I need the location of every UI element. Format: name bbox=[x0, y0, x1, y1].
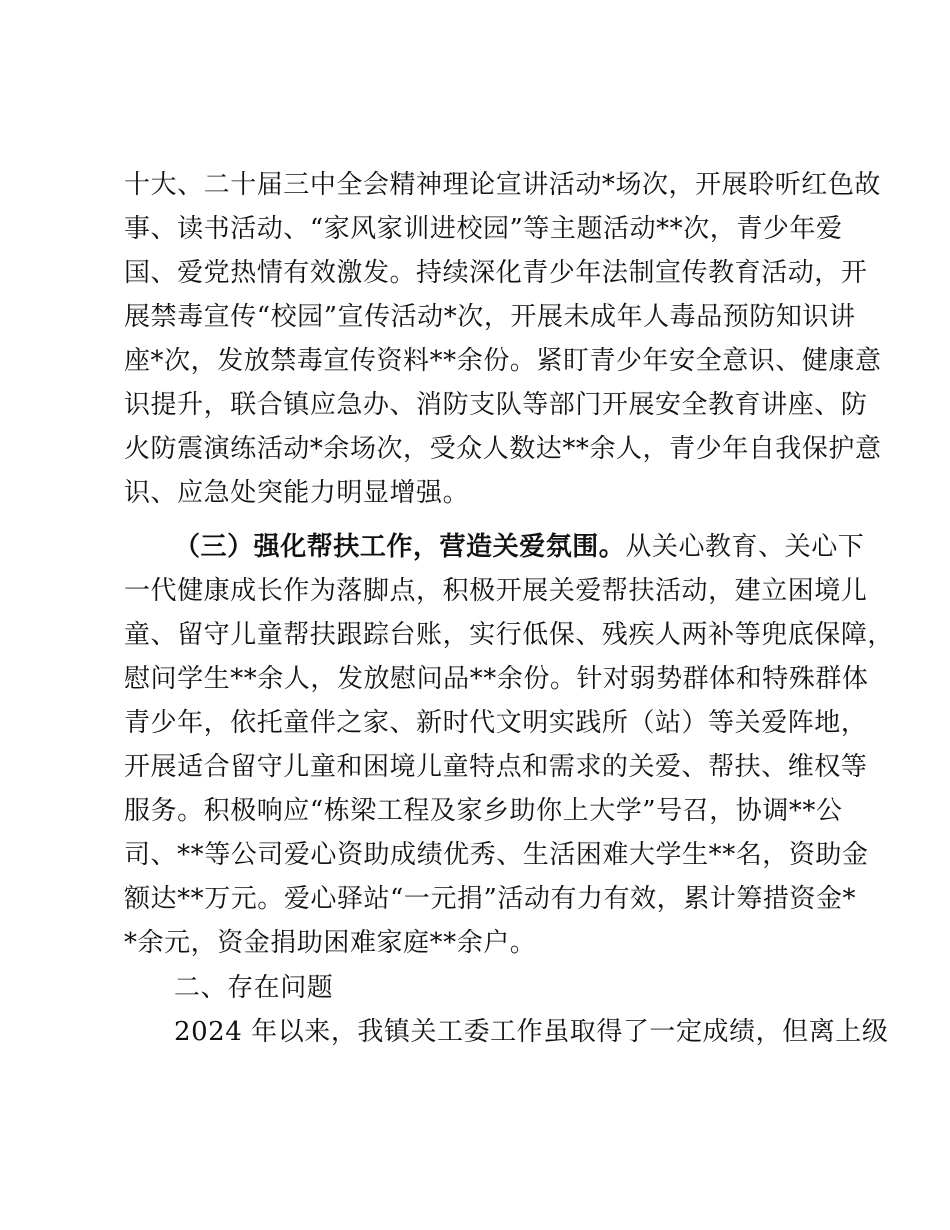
paragraph-line: 座*次，发放禁毒宣传资料**余份。紧盯青少年安全意识、健康意 bbox=[124, 346, 882, 376]
paragraph-line: 童、留守儿童帮扶跟踪台账，实行低保、残疾人两补等兜底保障， bbox=[124, 620, 894, 650]
paragraph-line: 十大、二十届三中全会精神理论宣讲活动*场次，开展聆听红色故 bbox=[124, 170, 881, 200]
paragraph-line: 识、应急处突能力明显增强。 bbox=[124, 478, 470, 508]
paragraph-line: 慰问学生**余人，发放慰问品**余份。针对弱势群体和特殊群体 bbox=[124, 664, 869, 694]
paragraph-line: 展禁毒宣传“校园”宣传活动*次，开展未成年人毒品预防知识讲 bbox=[124, 302, 856, 332]
section-three-first-line-text: 从关心教育、关心下 bbox=[625, 532, 865, 562]
paragraph-line: 青少年，依托童伴之家、新时代文明实践所（站）等关爱阵地， bbox=[124, 708, 868, 738]
paragraph-line: 识提升，联合镇应急办、消防支队等部门开展安全教育讲座、防 bbox=[124, 390, 868, 420]
section-three-heading: （三）强化帮扶工作，营造关爱氛围。 bbox=[174, 532, 626, 562]
section-two-heading: 二、存在问题 bbox=[174, 973, 334, 1003]
paragraph-line: 服务。积极响应“栋梁工程及家乡助你上大学”号召，协调**公 bbox=[124, 796, 843, 826]
paragraph-line: 额达**万元。爱心驿站“一元捐”活动有力有效，累计筹措资金* bbox=[124, 884, 857, 914]
paragraph-line: 事、读书活动、“家风家训进校园”等主题活动**次，青少年爱 bbox=[124, 214, 843, 244]
paragraph-line: 火防震演练活动*余场次，受众人数达**余人，青少年自我保护意 bbox=[124, 434, 882, 464]
section-two-first-line: 2024 年以来，我镇关工委工作虽取得了一定成绩，但离上级 bbox=[174, 1017, 889, 1047]
paragraph-line: 一代健康成长作为落脚点，积极开展关爱帮扶活动，建立困境儿 bbox=[124, 576, 868, 606]
section-three-first-line bbox=[174, 525, 864, 569]
paragraph-line: *余元，资金捐助困难家庭**余户。 bbox=[124, 928, 537, 958]
paragraph-line: 国、爱党热情有效激发。持续深化青少年法制宣传教育活动，开 bbox=[124, 258, 868, 288]
paragraph-line: 司、**等公司爱心资助成绩优秀、生活困难大学生**名，资助金 bbox=[124, 840, 869, 870]
paragraph-line: 开展适合留守儿童和困境儿童特点和需求的关爱、帮扶、维权等 bbox=[124, 752, 868, 782]
